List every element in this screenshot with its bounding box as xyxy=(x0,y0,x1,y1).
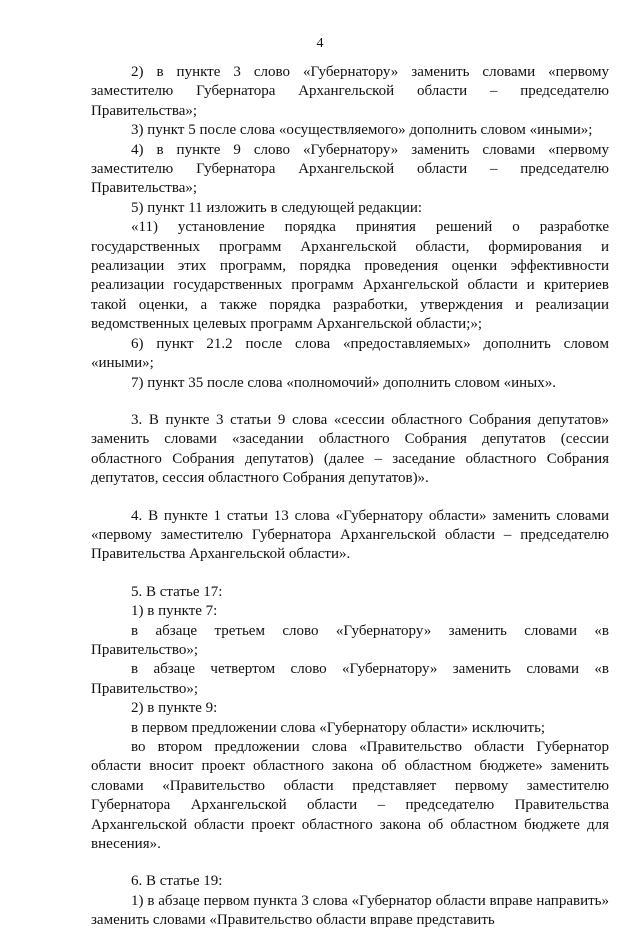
paragraph-section-4: 4. В пункте 1 статьи 13 слова «Губернатору области» заменить словами «первому заместителю Губернатора Архангельской области – председателю Правительства Архангельской области». xyxy=(91,507,609,563)
spacer xyxy=(91,565,609,583)
paragraph-s6-item-1: 1) в абзаце первом пункта 3 слова «Губернатор области вправе направить» заменить словами «Правительство области вправе представить xyxy=(91,892,609,929)
paragraph-s5-abzac-4: в абзаце четвертом слово «Губернатору» заменить словами «в Правительство»; xyxy=(91,661,609,697)
paragraph-section-6: 6. В статье 19: xyxy=(131,873,223,890)
paragraph-item-7: 7) пункт 35 после слова «полномочий» дополнить словом «иных». xyxy=(131,374,556,391)
paragraph-s5-sentence-1: в первом предложении слова «Губернатору области» исключить; xyxy=(131,719,546,736)
paragraph-s5-abzac-3: в абзаце третьем слово «Губернатору» заменить словами «в Правительство»; xyxy=(91,622,609,658)
paragraph-s5-item-1: 1) в пункте 7: xyxy=(131,603,218,620)
document-body xyxy=(91,63,609,931)
paragraph-item-3: 3) пункт 5 после слова «осуществляемого» дополнить словом «иными»; xyxy=(131,122,593,139)
paragraph-section-5: 5. В статье 17: xyxy=(131,583,223,600)
paragraph-s5-sentence-2: во втором предложении слова «Правительство области Губернатор области вносит проект областного закона об областном бюджете» заменить словами «Правительство области представляет первому заместителю Губернатора Архангельской области – председателю Правительства Архангельской области проект областного закона об областном бюджете для внесения». xyxy=(91,739,609,853)
spacer xyxy=(91,393,609,411)
paragraph-s5-item-2: 2) в пункте 9: xyxy=(131,700,218,717)
paragraph-quoted-item-11: «11) установление порядка принятия решений о разработке государственных программ Архангельской области, формирования и реализации этих программ, порядка проведения оценки эффективности реализации государственных программ Архангельской области и критериев такой оценки, а также порядка разработки, утверждения и реализации ведомственных целевых программ Архангельской области;»; xyxy=(91,219,609,333)
paragraph-item-5: 5) пункт 11 изложить в следующей редакции: xyxy=(131,199,423,216)
page-number: 4 xyxy=(316,36,324,51)
paragraph-section-3: 3. В пункте 3 статьи 9 слова «сессии областного Собрания депутатов» заменить словами «заседании областного Собрания депутатов (сессии областного Собрания депутатов) (далее – заседание областного Собрания депутатов, сессия областного Собрания депутатов)». xyxy=(91,411,609,487)
spacer xyxy=(91,854,609,872)
paragraph-item-4: 4) в пункте 9 слово «Губернатору» заменить словами «первому заместителю Губернатора Архангельской области – председателю Правительства»; xyxy=(91,141,609,197)
paragraph-item-6: 6) пункт 21.2 после слова «предоставляемых» дополнить словом «иными»; xyxy=(91,335,609,372)
paragraph-item-2: 2) в пункте 3 слово «Губернатору» заменить словами «первому заместителю Губернатора Архангельской области – председателю Правительства»; xyxy=(91,64,609,119)
spacer xyxy=(91,489,609,507)
